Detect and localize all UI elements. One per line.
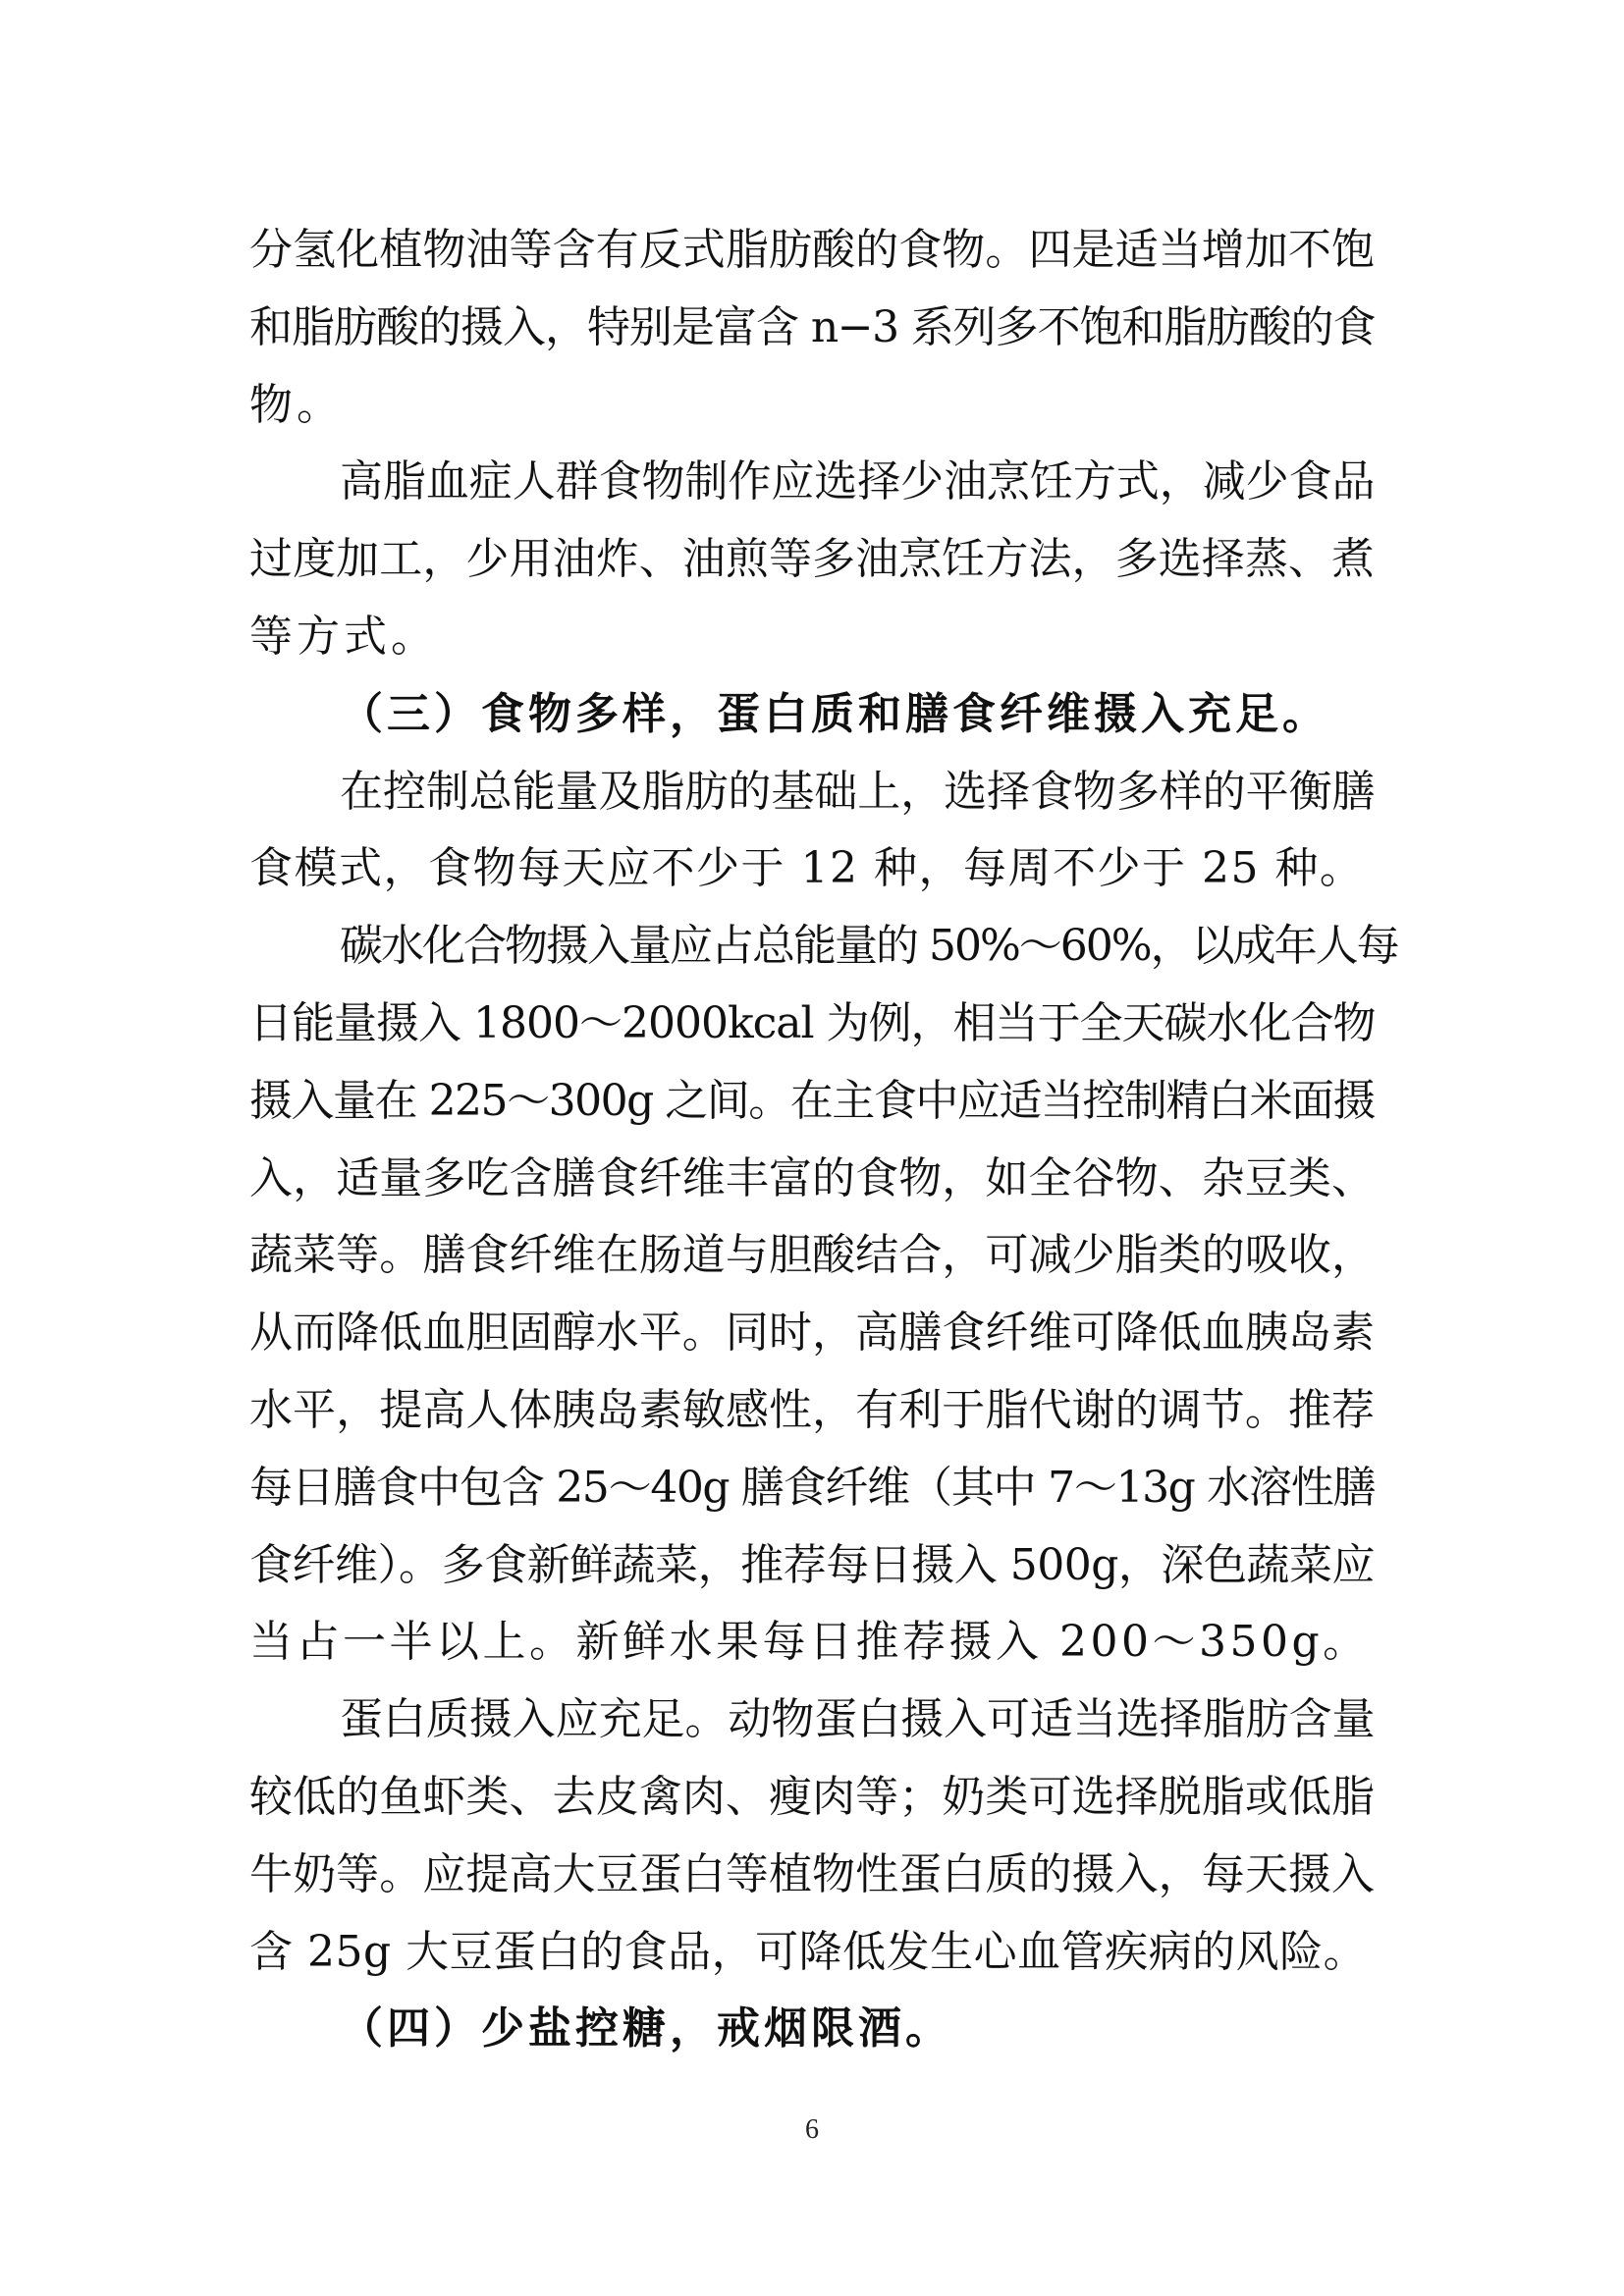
paragraph-start-line: 在控制总能量及脂肪的基础上，选择食物多样的平衡膳 <box>340 766 1375 817</box>
body-text <box>249 212 1398 2068</box>
text-line: 水平，提高人体胰岛素敏感性，有利于脂代谢的调节。推荐 <box>249 1384 1375 1435</box>
text-line: 等方式。 <box>249 611 438 662</box>
text-line: 入，适量多吃含膳食纤维丰富的食物，如全谷物、杂豆类、 <box>249 1152 1375 1203</box>
paragraph-start-line: 蛋白质摄入应充足。动物蛋白摄入可适当选择脂肪含量 <box>340 1694 1375 1745</box>
text-line: 过度加工，少用油炸、油煎等多油烹饪方法，多选择蒸、煮 <box>249 534 1375 585</box>
text-line: 每日膳食中包含 25～40g 膳食纤维（其中 7～13g 水溶性膳 <box>249 1462 1375 1513</box>
text-line: 较低的鱼虾类、去皮禽肉、瘦肉等；奶类可选择脱脂或低脂 <box>249 1771 1375 1822</box>
text-line: 食模式，食物每天应不少于 12 种，每周不少于 25 种。 <box>249 843 1365 894</box>
text-line: 日能量摄入 1800～2000kcal 为例，相当于全天碳水化合物 <box>249 997 1376 1048</box>
paragraph-start-line: 高脂血症人群食物制作应选择少油烹饪方式，减少食品 <box>340 456 1375 507</box>
text-line: 食纤维）。多食新鲜蔬菜，推荐每日摄入 500g，深色蔬菜应 <box>249 1539 1375 1590</box>
text-line: 分氢化植物油等含有反式脂肪酸的食物。四是适当增加不饱 <box>249 225 1375 275</box>
section-heading-3: （三）食物多样，蛋白质和膳食纤维摄入充足。 <box>340 688 1329 739</box>
page-number: 6 <box>805 2114 819 2145</box>
text-line: 物。 <box>249 379 344 430</box>
paragraph-start-line: 碳水化合物摄入量应占总能量的 50%～60%，以成年人每 <box>340 921 1398 972</box>
text-line: 摄入量在 225～300g 之间。在主食中应适当控制精白米面摄 <box>249 1075 1375 1126</box>
text-line: 牛奶等。应提高大豆蛋白等植物性蛋白质的摄入，每天摄入 <box>249 1848 1375 1899</box>
section-heading-4: （四）少盐控糖，戒烟限酒。 <box>340 2003 952 2055</box>
text-line: 当占一半以上。新鲜水果每日推荐摄入 200～350g。 <box>249 1617 1370 1668</box>
text-line: 和脂肪酸的摄入，特别是富含 n−3 系列多不饱和脂肪酸的食 <box>249 301 1375 352</box>
text-line: 蔬菜等。膳食纤维在肠道与胆酸结合，可减少脂类的吸收， <box>249 1230 1375 1281</box>
text-line: 含 25g 大豆蛋白的食品，可降低发生心血管疾病的风险。 <box>249 1926 1368 1977</box>
text-line: 从而降低血胆固醇水平。同时，高膳食纤维可降低血胰岛素 <box>249 1308 1375 1359</box>
